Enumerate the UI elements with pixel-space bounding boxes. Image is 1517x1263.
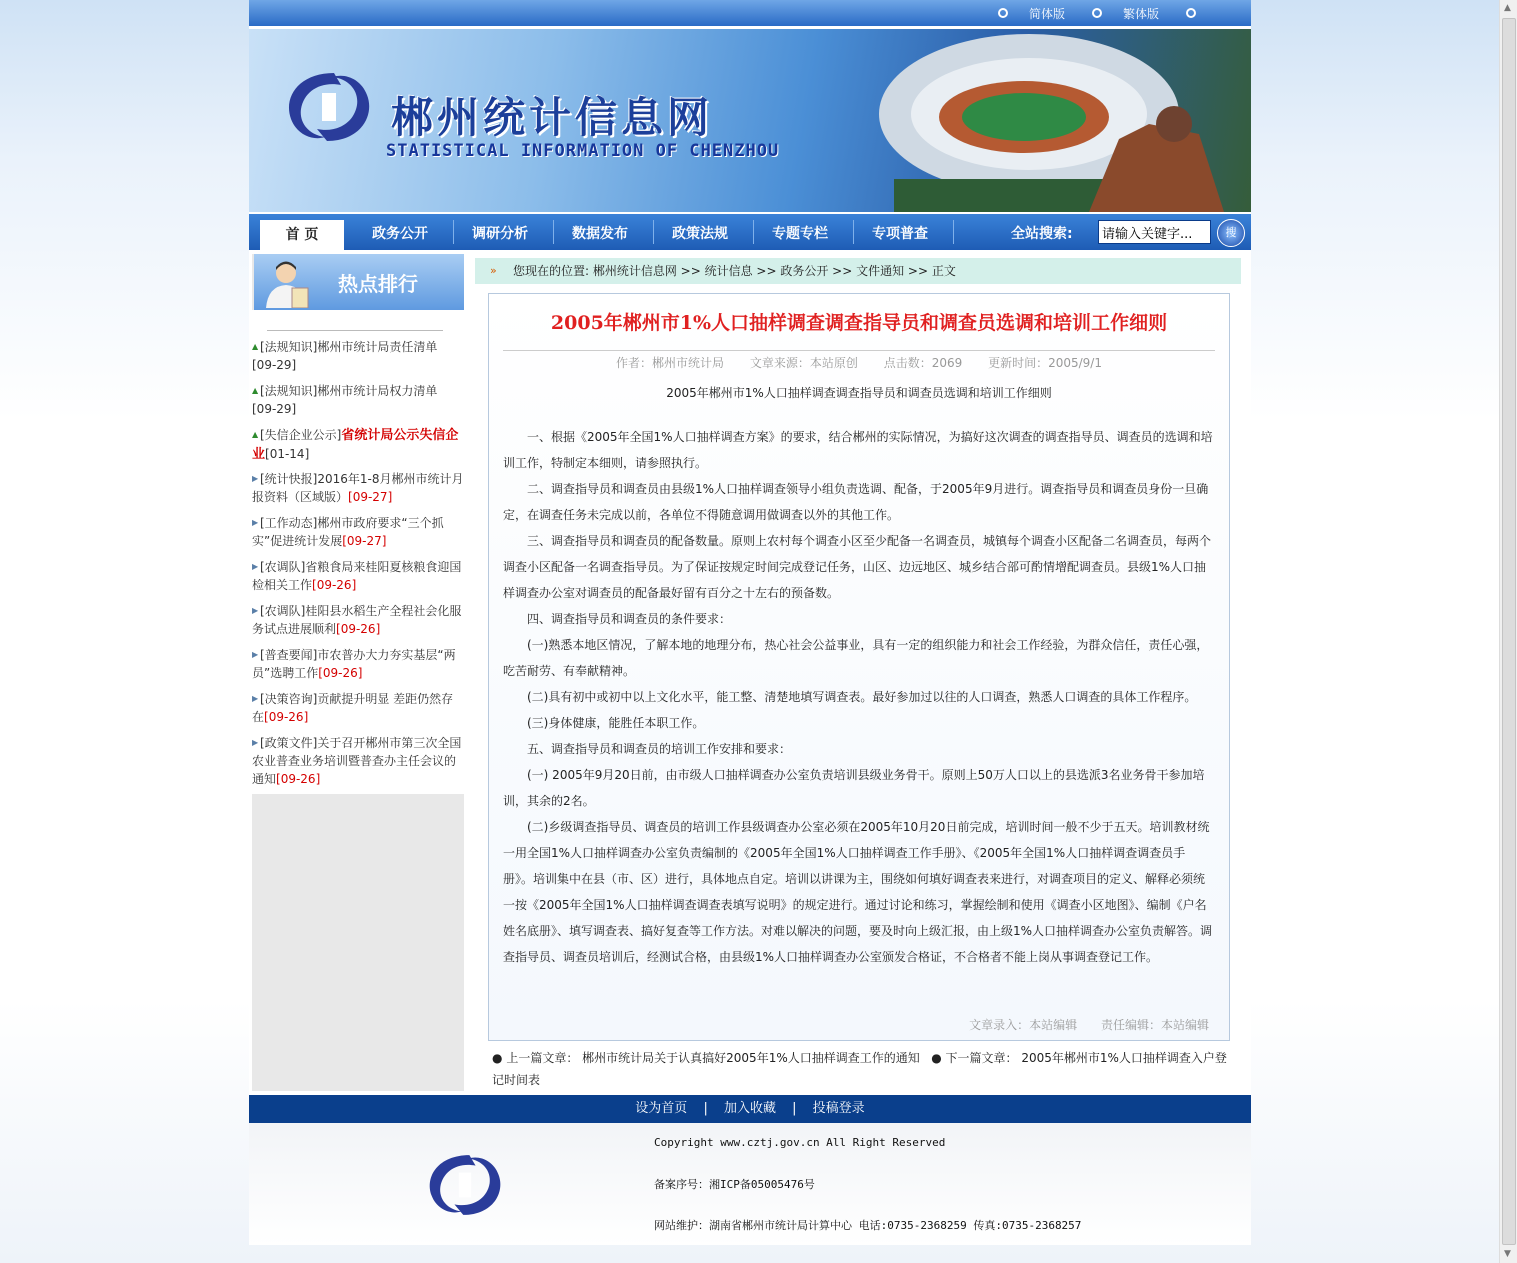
list-item-title[interactable]: [农调队]省粮食局来桂阳夏核粮食迎国检相关工作 [252,560,462,592]
nav-special-topics[interactable]: 专题专栏 [772,226,828,242]
article-source: 文章来源：本站原创 [749,356,858,370]
article-paragraph: (一)熟悉本地区情况，了解本地的地理分布，热心社会公益事业，具有一定的组织能力和社会工作经验，为群众信任，责任心强，吃苦耐劳、有奉献精神。 [503,638,1209,678]
list-item-date: [09-26] [276,772,321,786]
triangle-icon: ▲ [252,342,259,351]
search-button[interactable]: 搜 [1217,219,1245,247]
scrollbar-thumb[interactable] [1502,18,1516,1245]
search-input[interactable] [1098,220,1211,244]
list-item[interactable] [252,470,464,506]
double-chevron-icon: » [490,264,497,277]
arrow-right-icon: ▶ [252,562,259,571]
list-item-title[interactable]: [农调队]桂阳县水稻生产全程社会化服务试点进展顺利 [252,604,462,636]
article-paragraph: (二)具有初中或初中以上文化水平，能工整、清楚地填写调查表。最好参加过以往的人口调查，熟悉人口调查的具体工作程序。 [527,690,1197,704]
prev-label: 上一篇文章： [506,1051,579,1065]
bullet-icon: ● [931,1051,942,1065]
scroll-up-icon[interactable]: ▲ [1504,3,1511,13]
hot-ranking-header [254,254,464,310]
icp-text: 备案序号：湘ICP备05005476号 [654,1178,815,1191]
scroll-down-icon[interactable]: ▼ [1504,1249,1511,1259]
nav-government-affairs[interactable]: 政务公开 [372,226,428,242]
arrow-right-icon: ▶ [252,606,259,615]
nav-divider [653,220,654,244]
list-item-title[interactable]: [决策咨询]贡献提升明显 差距仍然存在 [252,692,454,724]
arrow-right-icon: ▶ [252,518,259,527]
list-item-date: [09-27] [342,534,387,548]
site-subtitle: STATISTICAL INFORMATION OF CHENZHOU [386,141,780,161]
article-paragraph: 四、调查指导员和调查员的条件要求： [527,612,732,626]
list-item-title[interactable]: [法规知识]郴州市统计局责任清单 [260,340,438,354]
article-author: 作者：郴州市统计局 [616,356,725,370]
nav-special-census[interactable]: 专项普查 [872,226,928,242]
list-item[interactable] [252,514,464,550]
nav-divider [553,220,554,244]
list-item-date: [09-29] [252,402,297,416]
list-item-date: [09-26] [312,578,357,592]
traditional-link[interactable]: 繁体版 [1123,7,1160,21]
add-favorite-link[interactable]: 加入收藏 [723,1101,776,1116]
list-item-date: [09-26] [336,622,381,636]
title-divider [503,350,1215,351]
main-nav [249,214,1251,250]
list-item-title[interactable]: [政策文件]关于召开郴州市第三次全国农业普查业务培训暨普查办主任会议的通知 [252,736,462,786]
article-subheading: 2005年郴州市1%人口抽样调查调查指导员和调查员选调和培训工作细则 [666,386,1052,400]
next-label: 下一篇文章： [945,1051,1018,1065]
breadcrumb-text[interactable]: 您现在的位置: 郴州统计信息网 >> 统计信息 >> 政务公开 >> 文件通知 >> 正文 [513,264,956,278]
list-item-title[interactable]: [法规知识]郴州市统计局权力清单 [260,384,438,398]
article-paragraph: (一) 2005年9月20日前，由市级人口抽样调查办公室负责培训县级业务骨干。原则上50万人口以上的县选派3名业务骨干参加培训，其余的2名。 [503,768,1205,808]
nav-divider [753,220,754,244]
list-item-date: [09-29] [252,358,297,372]
footer-links [249,1095,1251,1123]
nav-research-analysis[interactable]: 调研分析 [472,226,528,242]
nav-divider [853,220,854,244]
person-icon [262,258,314,308]
sidebar [252,254,464,1091]
list-item[interactable] [252,426,464,464]
top-bar [249,0,1251,26]
search-label: 全站搜索: [1011,226,1073,242]
simplified-link[interactable]: 简体版 [1029,7,1066,21]
list-item[interactable] [252,382,464,418]
article-paragraph: 一、根据《2005年全国1%人口抽样调查方案》的要求，结合郴州的实际情况，为搞好这次调查的调查指导员、调查员的选调和培训工作，特制定本细则，请参照执行。 [503,430,1213,470]
list-item[interactable] [252,690,464,726]
list-item-date: [01-14] [265,447,310,461]
prev-article-link[interactable]: 郴州市统计局关于认真搞好2005年1%人口抽样调查工作的通知 [582,1051,920,1065]
article-entry-by: 文章录入：本站编辑 [969,1018,1078,1032]
article-paragraph: (二)乡级调查指导员、调查员的培训工作县级调查办公室必须在2005年10月20日前完成，培训时间一般不少于五天。培训教材统一用全国1%人口抽样调查办公室负责编制的《2005年全国1%人口抽样调查工作手册》、《2005年全国1%人口抽样调查调查员手册》。培训集中在县（市、区）进行，具体地点自定。培训以讲课为主，围绕如何填好调查表来进行，对调查项目的定义、解释必须统一按《2005年全国1%人口抽样调查调查表填写说明》的规定进行。通过讨论和练习，掌握绘制和使用《调查小区地图》、编制《户名姓名底册》、填写调查表、搞好复查等工作方法。对难以解决的问题，要及时向上级汇报，由上级1%人口抽样调查办公室负责解答。调查指导员、调查员培训后，经测试合格，由县级1%人口抽样调查办公室颁发合格证，不合格者不能上岗从事调查登记工作。 [503,820,1213,964]
arrow-right-icon: ▶ [252,650,259,659]
article-title: 2005年郴州市1%人口抽样调查调查指导员和调查员选调和培训工作细则 [550,312,1168,334]
list-item-category[interactable]: [失信企业公示] [260,428,342,442]
bullet-icon [998,8,1008,18]
triangle-icon: ▲ [252,386,259,395]
arrow-right-icon: ▶ [252,738,259,747]
list-item-date: [09-26] [318,666,363,680]
copyright-text: Copyright www.cztj.gov.cn All Right Reserved [654,1136,946,1149]
maintainer-text: 网站维护：湖南省郴州市统计局计算中心 电话:0735-2368259 传真:0735-2368257 [654,1219,1082,1232]
submission-login-link[interactable]: 投稿登录 [812,1101,865,1116]
site-logo-icon [279,67,379,147]
bullet-icon: ● [492,1051,503,1065]
article-editor: 责任编辑：本站编辑 [1100,1018,1209,1032]
next-article-link[interactable]: 2005年郴州市1%人口抽样调查入户登记时间表 [492,1051,1227,1087]
article-updated: 更新时间：2005/9/1 [988,356,1102,370]
bullet-icon [1092,8,1102,18]
hot-ranking-title: 热点排行 [338,272,418,296]
page-container [249,0,1251,1245]
list-item[interactable] [252,734,464,788]
set-homepage-link[interactable]: 设为首页 [635,1101,688,1116]
article-hits: 点击数：2069 [883,356,963,370]
article-body [503,424,1215,970]
list-item[interactable] [252,558,464,594]
breadcrumb [475,258,1241,284]
prev-next-nav [492,1047,1232,1091]
article-paragraph: 五、调查指导员和调查员的培训工作安排和要求： [527,742,792,756]
footer-logo-icon [421,1143,509,1227]
nav-divider [453,220,454,244]
bullet-icon [1186,8,1196,18]
article-paragraph: 二、调查指导员和调查员由县级1%人口抽样调查领导小组负责选调、配备，于2005年9月进行。调查指导员和调查员身份一旦确定，在调查任务未完成以前，各单位不得随意调用做调查以外的其他工作。 [503,482,1209,522]
triangle-icon: ▲ [252,430,259,439]
list-item[interactable] [252,646,464,682]
list-divider [267,330,443,331]
footer-separator: | [792,1101,797,1116]
arrow-right-icon: ▶ [252,474,259,483]
nav-divider [953,220,954,244]
header-banner [249,29,1251,212]
article-paragraph: (三)身体健康，能胜任本职工作。 [527,716,705,730]
article-paragraph: 三、调查指导员和调查员的配备数量。原则上农村每个调查小区至少配备一名调查员，城镇每个调查小区配备二名调查员，每两个调查小区配备一名调查指导员。为了保证按规定时间完成登记任务，山区、边远地区、城乡结合部可酌情增配调查员。县级1%人口抽样调查办公室对调查员的配备最好留有百分之十左右的预备数。 [503,534,1212,600]
nav-home[interactable]: 首 页 [260,220,344,250]
article [488,293,1230,1041]
footer [249,1123,1251,1245]
list-item-title[interactable]: 省统计局公示失信企业 [252,428,459,462]
arrow-right-icon: ▶ [252,694,259,703]
nav-data-release[interactable]: 数据发布 [572,226,628,242]
list-item[interactable] [252,338,464,374]
list-item-title[interactable]: [统计快报]2016年1-8月郴州市统计月报资料（区域版） [252,472,464,504]
article-meta [489,354,1229,371]
list-item-date: [09-26] [264,710,309,724]
footer-separator: | [703,1101,708,1116]
site-title: 郴州统计信息网 [391,93,714,142]
list-item-title[interactable]: [普查要闻]市农普办大力夯实基层“两员”选聘工作 [252,648,456,680]
list-item[interactable] [252,602,464,638]
vertical-scrollbar[interactable] [1499,0,1517,1263]
article-footer [949,1016,1209,1033]
nav-policies-regulations[interactable]: 政策法规 [672,226,728,242]
list-item-title[interactable]: [工作动态]郴州市政府要求“三个抓实”促进统计发展 [252,516,444,548]
list-item-date: [09-27] [348,490,393,504]
hot-ranking-list [252,310,464,794]
